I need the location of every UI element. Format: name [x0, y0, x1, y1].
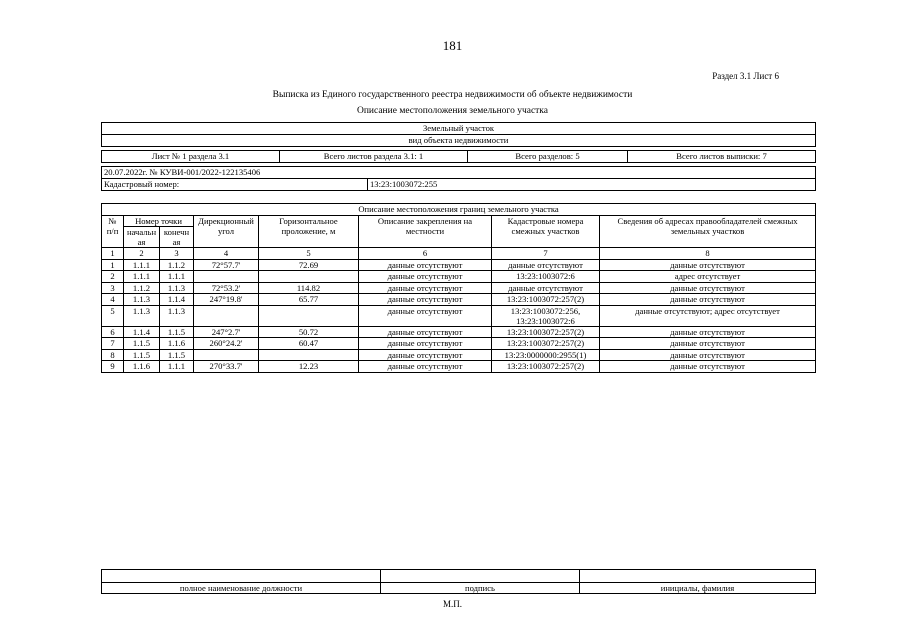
row-number: 6: [102, 326, 124, 338]
horizontal-distance: 60.47: [259, 338, 359, 350]
direction-angle: [194, 305, 259, 326]
table-row: [102, 294, 816, 306]
owner-address: данные отсутствуют; адрес отсутствует: [600, 305, 816, 326]
horizontal-distance: 65.77: [259, 294, 359, 306]
name-field: [580, 570, 816, 583]
marking-description: данные отсутствуют: [359, 271, 492, 283]
row-number: 1: [102, 259, 124, 271]
name-label: инициалы, фамилия: [580, 583, 816, 594]
start-point: 1.1.2: [124, 282, 160, 294]
end-point: 1.1.2: [160, 259, 194, 271]
column-number: 3: [160, 248, 194, 260]
adjacent-cadastral: 13:23:1003072:257(2): [492, 326, 600, 338]
end-point: 1.1.1: [160, 271, 194, 283]
row-number: 2: [102, 271, 124, 283]
column-number: 5: [259, 248, 359, 260]
column-number: 2: [124, 248, 160, 260]
start-point: 1.1.4: [124, 326, 160, 338]
adjacent-cadastral: 13:23:1003072:257(2): [492, 361, 600, 373]
header-marking: Описание закрепления на местности: [359, 215, 492, 248]
horizontal-distance: 72.69: [259, 259, 359, 271]
start-point: 1.1.3: [124, 294, 160, 306]
header-end-point: конечн ая: [160, 227, 194, 248]
owner-address: данные отсутствуют: [600, 361, 816, 373]
marking-description: данные отсутствуют: [359, 349, 492, 361]
position-label: полное наименование должности: [102, 583, 381, 594]
horizontal-distance: 114.82: [259, 282, 359, 294]
direction-angle: [194, 271, 259, 283]
marking-description: данные отсутствуют: [359, 259, 492, 271]
table-row: [102, 305, 816, 326]
stamp-label: М.П.: [442, 599, 462, 609]
table-row: [102, 271, 816, 283]
sheets-in-section: Всего листов раздела 3.1: 1: [280, 151, 468, 163]
end-point: 1.1.1: [160, 361, 194, 373]
boundary-table: [101, 203, 816, 373]
boundary-rows: [102, 259, 816, 372]
adjacent-cadastral: 13:23:1003072:6: [492, 271, 600, 283]
end-point: 1.1.4: [160, 294, 194, 306]
owner-address: данные отсутствуют: [600, 338, 816, 350]
direction-angle: 270°33.7': [194, 361, 259, 373]
direction-angle: 260°24.2': [194, 338, 259, 350]
header-owners: Сведения об адресах правообладателей смежных земельных участков: [600, 215, 816, 248]
row-number: 5: [102, 305, 124, 326]
end-point: 1.1.6: [160, 338, 194, 350]
marking-description: данные отсутствуют: [359, 282, 492, 294]
row-number: 8: [102, 349, 124, 361]
marking-description: данные отсутствуют: [359, 361, 492, 373]
position-field: [102, 570, 381, 583]
adjacent-cadastral: 13:23:1003072:256, 13:23:1003072:6: [492, 305, 600, 326]
owner-address: данные отсутствуют: [600, 259, 816, 271]
signature-table: [101, 569, 816, 594]
direction-angle: 247°19.8': [194, 294, 259, 306]
row-number: 4: [102, 294, 124, 306]
horizontal-distance: 50.72: [259, 326, 359, 338]
cadastral-value: 13:23:1003072:255: [368, 179, 816, 191]
owner-address: адрес отсутствует: [600, 271, 816, 283]
horizontal-distance: 12.23: [259, 361, 359, 373]
start-point: 1.1.1: [124, 271, 160, 283]
start-point: 1.1.3: [124, 305, 160, 326]
table-row: [102, 338, 816, 350]
document-subtitle: Описание местоположения земельного участка: [356, 106, 549, 116]
direction-angle: 247°2.7': [194, 326, 259, 338]
sections-total: Всего разделов: 5: [468, 151, 628, 163]
adjacent-cadastral: 13:23:1003072:257(2): [492, 294, 600, 306]
header-cadastral: Кадастровые номера смежных участков: [492, 215, 600, 248]
column-number: 8: [600, 248, 816, 260]
table-row: [102, 282, 816, 294]
table-row: [102, 259, 816, 271]
direction-angle: 72°57.7': [194, 259, 259, 271]
sheets-total: Всего листов выписки: 7: [628, 151, 816, 163]
owner-address: данные отсутствуют: [600, 294, 816, 306]
owner-address: данные отсутствуют: [600, 326, 816, 338]
object-type-caption: вид объекта недвижимости: [102, 135, 816, 147]
row-number: 9: [102, 361, 124, 373]
header-distance: Горизонтальное проложение, м: [259, 215, 359, 248]
row-number: 7: [102, 338, 124, 350]
direction-angle: [194, 349, 259, 361]
section-reference: Раздел 3.1 Лист 6: [712, 71, 779, 81]
signature-label: подпись: [381, 583, 580, 594]
owner-address: данные отсутствуют: [600, 349, 816, 361]
end-point: 1.1.5: [160, 326, 194, 338]
adjacent-cadastral: данные отсутствуют: [492, 259, 600, 271]
object-info-table: [101, 122, 816, 191]
start-point: 1.1.5: [124, 349, 160, 361]
document-title: Выписка из Единого государственного реестра недвижимости об объекте недвижимости: [272, 90, 633, 100]
table-row: [102, 326, 816, 338]
marking-description: данные отсутствуют: [359, 305, 492, 326]
horizontal-distance: [259, 349, 359, 361]
column-number: 1: [102, 248, 124, 260]
adjacent-cadastral: данные отсутствуют: [492, 282, 600, 294]
start-point: 1.1.5: [124, 338, 160, 350]
extract-date-number: 20.07.2022г. № КУВИ-001/2022-122135406: [102, 167, 816, 179]
header-num: № п/п: [102, 215, 124, 248]
cadastral-label: Кадастровый номер:: [102, 179, 368, 191]
object-type: Земельный участок: [102, 123, 816, 135]
table-row: [102, 361, 816, 373]
sheet-number: Лист № 1 раздела 3.1: [102, 151, 280, 163]
end-point: 1.1.3: [160, 305, 194, 326]
column-number: 4: [194, 248, 259, 260]
marking-description: данные отсутствуют: [359, 338, 492, 350]
end-point: 1.1.3: [160, 282, 194, 294]
horizontal-distance: [259, 271, 359, 283]
header-point-number: Номер точки: [124, 215, 194, 227]
header-start-point: начальн ая: [124, 227, 160, 248]
marking-description: данные отсутствуют: [359, 326, 492, 338]
direction-angle: 72°53.2': [194, 282, 259, 294]
header-angle: Дирекционный угол: [194, 215, 259, 248]
column-numbers-row: [102, 248, 816, 260]
column-number: 7: [492, 248, 600, 260]
row-number: 3: [102, 282, 124, 294]
signature-field: [381, 570, 580, 583]
adjacent-cadastral: 13:23:0000000:2955(1): [492, 349, 600, 361]
table-row: [102, 349, 816, 361]
start-point: 1.1.6: [124, 361, 160, 373]
start-point: 1.1.1: [124, 259, 160, 271]
owner-address: данные отсутствуют: [600, 282, 816, 294]
marking-description: данные отсутствуют: [359, 294, 492, 306]
adjacent-cadastral: 13:23:1003072:257(2): [492, 338, 600, 350]
column-number: 6: [359, 248, 492, 260]
end-point: 1.1.5: [160, 349, 194, 361]
table-caption: Описание местоположения границ земельного участка: [102, 204, 816, 216]
page-number: 181: [442, 38, 463, 53]
horizontal-distance: [259, 305, 359, 326]
